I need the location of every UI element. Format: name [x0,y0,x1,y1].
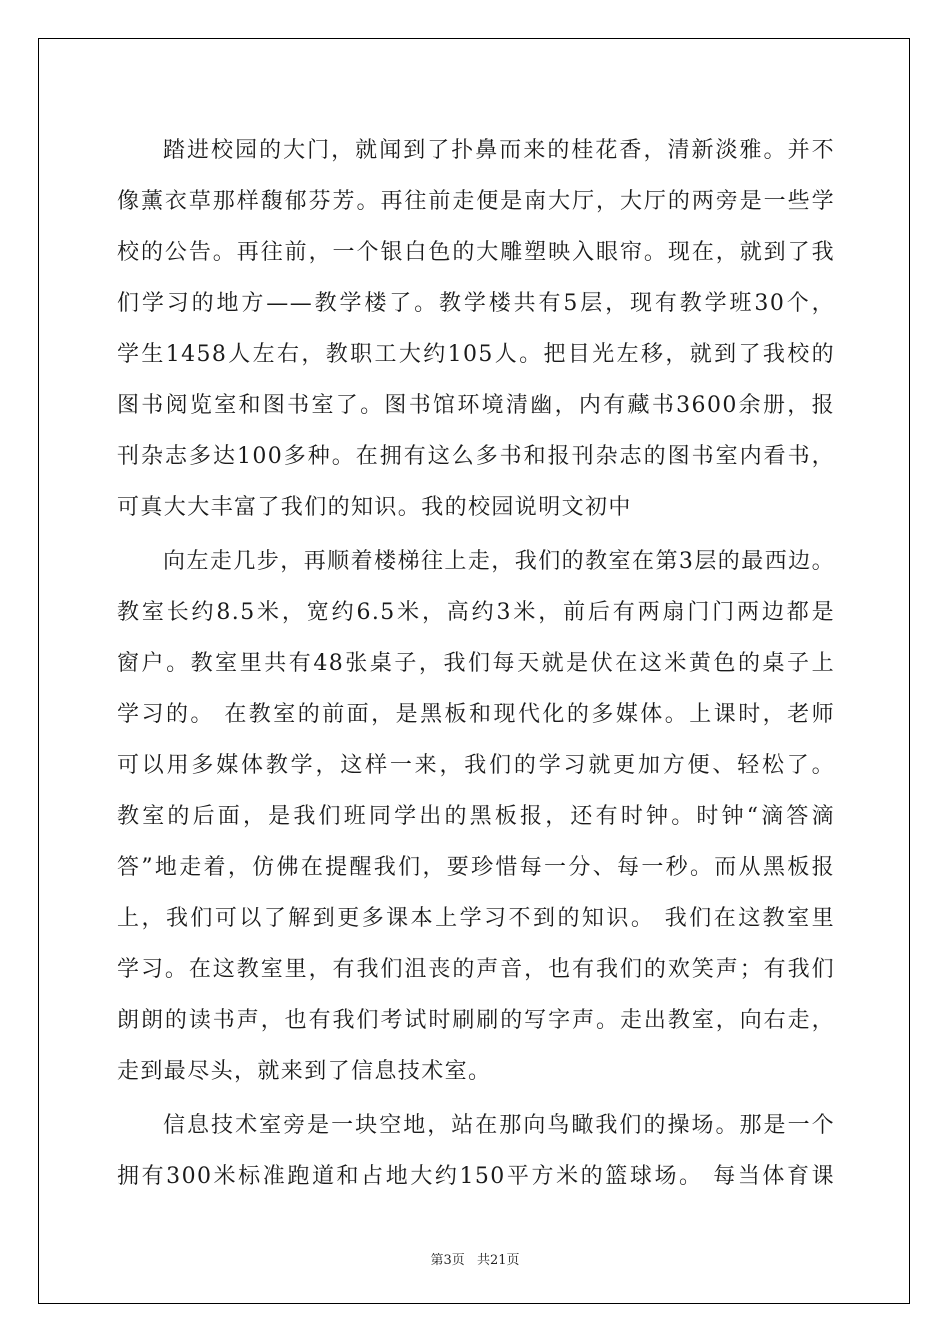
total-page-count: 共21页 [476,1253,520,1268]
document-body [117,125,835,1202]
text-line: 拥有300米标准跑道和占地大约150平方米的篮球场。 每当体育课 [117,1164,835,1189]
text-line: 向左走几步，再顺着楼梯往上走，我们的教室在第3层的最西边。 [163,549,835,574]
text-line: 上，我们可以了解到更多课本上学习不到的知识。 我们在这教室里 [117,906,835,931]
text-line: 教室长约8.5米，宽约6.5米，高约3米，前后有两扇门门两边都是 [117,600,835,625]
paragraph [117,536,835,1097]
text-line: 窗户。教室里共有48张桌子，我们每天就是伏在这米黄色的桌子上 [117,651,835,676]
current-page-number: 第3页 [430,1253,465,1268]
text-line: 学习。在这教室里，有我们沮丧的声音，也有我们的欢笑声；有我们 [117,957,835,982]
text-line: 教室的后面，是我们班同学出的黑板报，还有时钟。时钟“滴答滴 [117,804,835,829]
text-line: 图书阅览室和图书室了。图书馆环境清幽，内有藏书3600余册，报 [117,393,835,418]
text-line: 刊杂志多达100多种。在拥有这么多书和报刊杂志的图书室内看书， [117,444,835,469]
text-line: 信息技术室旁是一块空地，站在那向鸟瞰我们的操场。那是一个 [163,1113,835,1138]
page-footer [0,1249,950,1268]
text-line: 踏进校园的大门，就闻到了扑鼻而来的桂花香，清新淡雅。并不 [163,138,835,163]
paragraph [117,125,835,533]
text-line: 像薰衣草那样馥郁芬芳。再往前走便是南大厅，大厅的两旁是一些学 [117,189,835,214]
text-line: 们学习的地方——教学楼了。教学楼共有5层，现有教学班30个， [117,291,835,316]
paragraph [117,1100,835,1202]
text-line: 答”地走着，仿佛在提醒我们，要珍惜每一分、每一秒。而从黑板报 [117,855,835,880]
text-line: 可以用多媒体教学，这样一来，我们的学习就更加方便、轻松了。 [117,753,835,778]
text-line: 校的公告。再往前，一个银白色的大雕塑映入眼帘。现在，就到了我 [117,240,835,265]
text-line: 可真大大丰富了我们的知识。我的校园说明文初中 [117,495,632,520]
text-line: 学习的。 在教室的前面，是黑板和现代化的多媒体。上课时，老师 [117,702,835,727]
text-line: 走到最尽头，就来到了信息技术室。 [117,1059,492,1084]
text-line: 朗朗的读书声，也有我们考试时刷刷的写字声。走出教室，向右走， [117,1008,835,1033]
text-line: 学生1458人左右，教职工大约105人。把目光左移，就到了我校的 [117,342,835,367]
